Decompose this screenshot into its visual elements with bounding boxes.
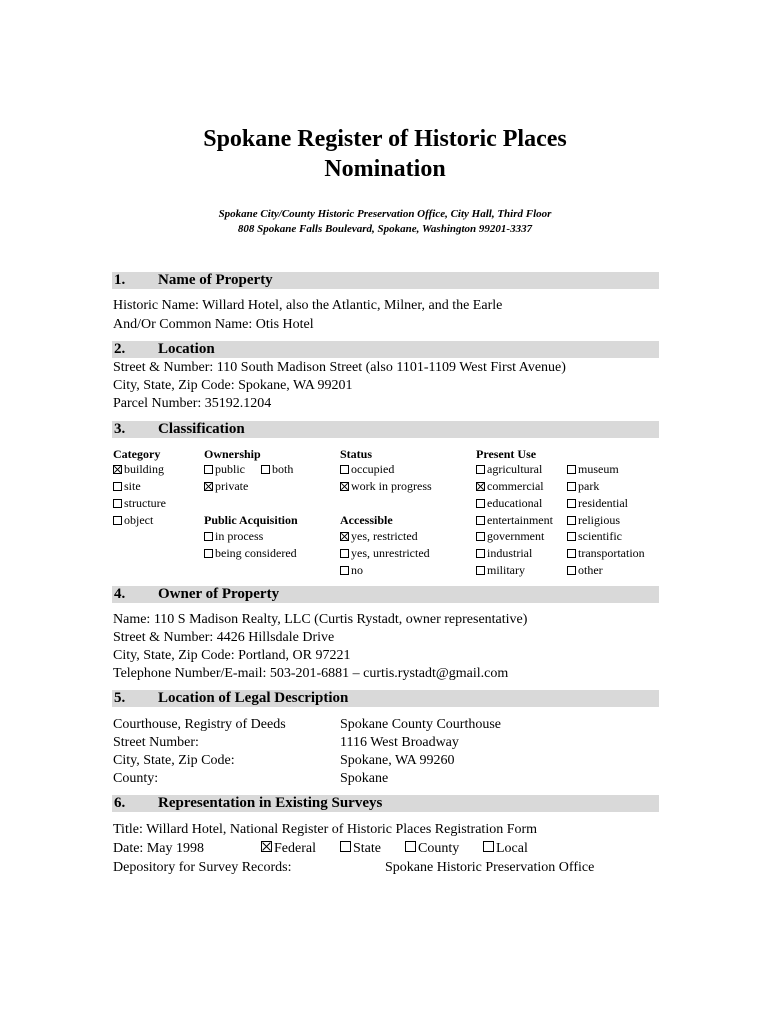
survey-county-option[interactable]: County	[405, 840, 459, 858]
survey-date: Date: May 1998	[113, 841, 204, 856]
legal-value-county: Spokane	[340, 771, 389, 786]
checkbox-icon[interactable]	[340, 566, 349, 575]
owner-name: Name: 110 S Madison Realty, LLC (Curtis Rystadt, owner representative)	[113, 612, 528, 627]
section-3-header	[112, 421, 659, 438]
accessible-unrestricted-option[interactable]: yes, unrestricted	[340, 545, 430, 561]
page-title-line2: Nomination	[324, 156, 446, 182]
checkbox-icon[interactable]	[567, 499, 576, 508]
checkbox-icon[interactable]	[113, 482, 122, 491]
ownership-both-option[interactable]: both	[261, 461, 293, 477]
section-number: 6.	[114, 795, 126, 811]
legal-value-courthouse: Spokane County Courthouse	[340, 717, 501, 732]
owner-phone-email: Telephone Number/E-mail: 503-201-6881 – curtis.rystadt@gmail.com	[113, 666, 509, 681]
checkbox-icon[interactable]	[476, 566, 485, 575]
section-4-header	[112, 586, 659, 603]
checkbox-icon[interactable]	[567, 482, 576, 491]
ownership-header: Ownership	[204, 447, 261, 461]
checkbox-icon[interactable]	[476, 465, 485, 474]
checkbox-icon[interactable]	[476, 532, 485, 541]
section-number: 5.	[114, 690, 126, 706]
legal-label-street: Street Number:	[113, 735, 199, 750]
section-1-header	[112, 272, 659, 289]
section-5-header	[112, 690, 659, 707]
checkbox-icon[interactable]	[567, 532, 576, 541]
owner-street: Street & Number: 4426 Hillsdale Drive	[113, 630, 335, 645]
survey-title: Title: Willard Hotel, National Register of Historic Places Registration Form	[113, 822, 538, 837]
depository-value: Spokane Historic Preservation Office	[385, 860, 595, 875]
category-building-option[interactable]: building	[113, 461, 164, 477]
legal-value-city: Spokane, WA 99260	[340, 753, 455, 768]
checked-box-icon[interactable]	[204, 482, 213, 491]
checked-box-icon[interactable]	[340, 532, 349, 541]
status-work-in-progress-option[interactable]: work in progress	[340, 478, 432, 494]
checkbox-icon[interactable]	[113, 516, 122, 525]
survey-state-option[interactable]: State	[340, 840, 381, 858]
accessible-restricted-option[interactable]: yes, restricted	[340, 528, 418, 544]
use-scientific-option[interactable]: scientific	[567, 528, 622, 544]
section-title: Representation in Existing Surveys	[158, 795, 383, 811]
section-6-header	[112, 795, 659, 812]
ownership-public-option[interactable]: public	[204, 461, 245, 477]
legal-value-street: 1116 West Broadway	[340, 735, 459, 750]
checkbox-icon[interactable]	[476, 549, 485, 558]
use-religious-option[interactable]: religious	[567, 512, 620, 528]
checked-box-icon[interactable]	[261, 841, 272, 852]
checkbox-icon[interactable]	[340, 465, 349, 474]
use-commercial-option[interactable]: commercial	[476, 478, 544, 494]
section-title: Name of Property	[158, 272, 273, 288]
checkbox-icon[interactable]	[476, 499, 485, 508]
checkbox-icon[interactable]	[340, 549, 349, 558]
common-name: And/Or Common Name: Otis Hotel	[113, 317, 314, 332]
use-residential-option[interactable]: residential	[567, 495, 628, 511]
category-site-option[interactable]: site	[113, 478, 141, 494]
section-number: 2.	[114, 341, 126, 357]
use-educational-option[interactable]: educational	[476, 495, 542, 511]
section-title: Location	[158, 341, 215, 357]
checkbox-icon[interactable]	[113, 499, 122, 508]
checkbox-icon[interactable]	[340, 841, 351, 852]
use-agricultural-option[interactable]: agricultural	[476, 461, 542, 477]
legal-label-county: County:	[113, 771, 159, 786]
acquisition-in-process-option[interactable]: in process	[204, 528, 263, 544]
use-museum-option[interactable]: museum	[567, 461, 619, 477]
survey-federal-option[interactable]: Federal	[261, 840, 316, 858]
owner-city: City, State, Zip Code: Portland, OR 97221	[113, 648, 351, 663]
legal-label-courthouse: Courthouse, Registry of Deeds	[113, 717, 286, 732]
category-structure-option[interactable]: structure	[113, 495, 166, 511]
survey-local-option[interactable]: Local	[483, 840, 528, 858]
acquisition-being-considered-option[interactable]: being considered	[204, 545, 297, 561]
checked-box-icon[interactable]	[476, 482, 485, 491]
checkbox-icon[interactable]	[567, 465, 576, 474]
historic-name: Historic Name: Willard Hotel, also the Atlantic, Milner, and the Earle	[113, 298, 503, 313]
checkbox-icon[interactable]	[567, 516, 576, 525]
section-2-header	[112, 341, 659, 358]
section-number: 3.	[114, 421, 126, 437]
checkbox-icon[interactable]	[204, 465, 213, 474]
use-government-option[interactable]: government	[476, 528, 544, 544]
checkbox-icon[interactable]	[204, 549, 213, 558]
location-city: City, State, Zip Code: Spokane, WA 99201	[113, 378, 353, 393]
section-number: 4.	[114, 586, 126, 602]
category-header: Category	[113, 447, 161, 461]
category-object-option[interactable]: object	[113, 512, 153, 528]
accessible-header: Accessible	[340, 513, 393, 527]
checkbox-icon[interactable]	[405, 841, 416, 852]
use-entertainment-option[interactable]: entertainment	[476, 512, 553, 528]
status-header: Status	[340, 447, 373, 461]
checkbox-icon[interactable]	[483, 841, 494, 852]
use-other-option[interactable]: other	[567, 562, 603, 578]
section-title: Classification	[158, 421, 245, 437]
checkbox-icon[interactable]	[204, 532, 213, 541]
checkbox-icon[interactable]	[261, 465, 270, 474]
use-park-option[interactable]: park	[567, 478, 599, 494]
parcel-number: Parcel Number: 35192.1204	[113, 396, 272, 411]
use-military-option[interactable]: military	[476, 562, 525, 578]
checked-box-icon[interactable]	[113, 465, 122, 474]
present-use-header: Present Use	[476, 447, 537, 461]
ownership-private-option[interactable]: private	[204, 478, 248, 494]
page-title: Spokane Register of Historic Places	[203, 126, 567, 152]
depository-label: Depository for Survey Records:	[113, 860, 292, 875]
office-address-line2: 808 Spokane Falls Boulevard, Spokane, Washington 99201-3337	[237, 223, 533, 235]
public-acquisition-header: Public Acquisition	[204, 513, 298, 527]
accessible-no-option[interactable]: no	[340, 562, 363, 578]
section-number: 1.	[114, 272, 126, 288]
office-address-line1: Spokane City/County Historic Preservation Office, City Hall, Third Floor	[218, 208, 552, 220]
checkbox-icon[interactable]	[567, 566, 576, 575]
checkbox-icon[interactable]	[476, 516, 485, 525]
use-transportation-option[interactable]: transportation	[567, 545, 645, 561]
checked-box-icon[interactable]	[340, 482, 349, 491]
section-title: Location of Legal Description	[158, 690, 349, 706]
legal-label-city: City, State, Zip Code:	[113, 753, 235, 768]
checkbox-icon[interactable]	[567, 549, 576, 558]
location-street: Street & Number: 110 South Madison Street (also 1101-1109 West First Avenue)	[113, 360, 566, 375]
section-title: Owner of Property	[158, 586, 280, 602]
use-industrial-option[interactable]: industrial	[476, 545, 532, 561]
status-occupied-option[interactable]: occupied	[340, 461, 394, 477]
